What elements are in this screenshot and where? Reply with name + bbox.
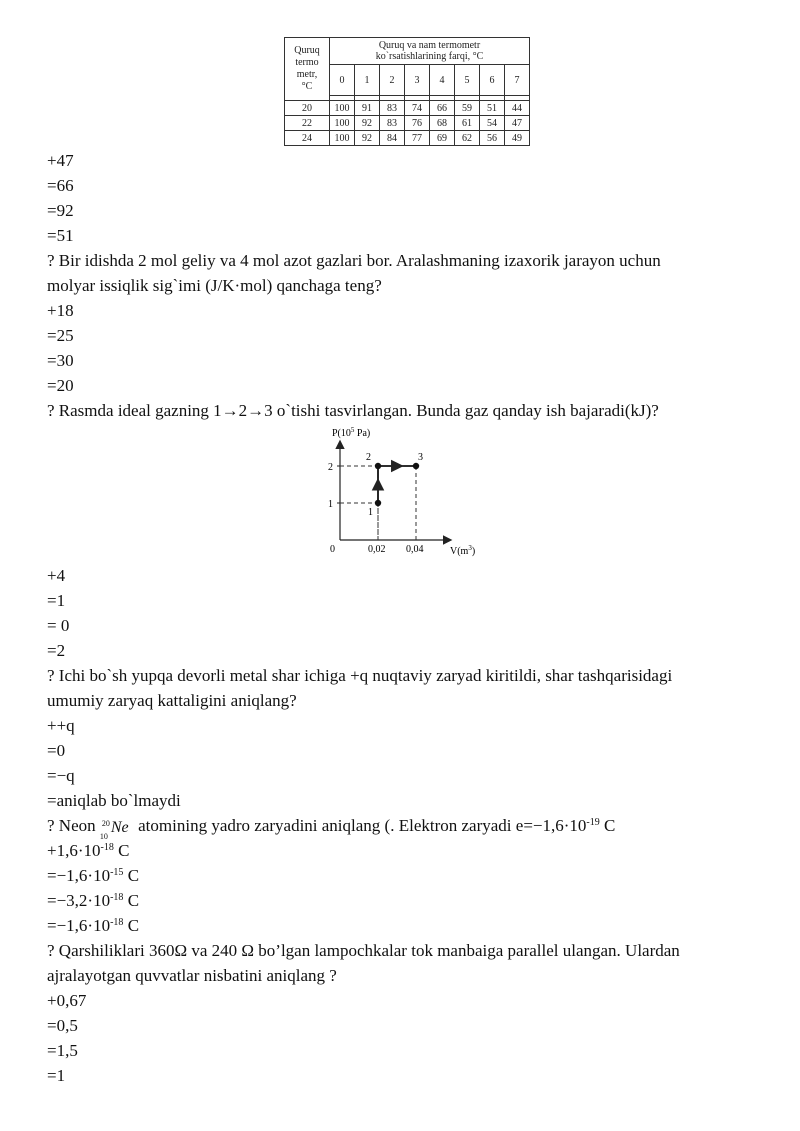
table-cell: 100	[330, 116, 355, 131]
atomic-number: 10	[99, 832, 108, 841]
pv-diagram-svg	[310, 422, 500, 562]
table-cell: 61	[455, 116, 480, 131]
column-header: 5	[455, 65, 480, 96]
table-cell: 76	[405, 116, 430, 131]
question-text: ? Bir idishda 2 mol geliy va 4 mol azot gazlari bor. Aralashmaning izaxorik jarayon uchun	[47, 251, 661, 270]
question-suffix: atomining yadro zaryadini aniqlang (. Elektron zaryadi e=−1,6·10	[133, 816, 587, 835]
answer-option: =66	[47, 176, 74, 195]
table-cell: 47	[505, 116, 530, 131]
state-point	[375, 500, 381, 506]
corner-line: metr,	[296, 69, 318, 80]
x-axis-label: $V(m^3)$	[450, 544, 476, 557]
state-point-label: 3	[418, 452, 423, 463]
x-tick-label: 0,02	[368, 544, 386, 555]
table-cell: 54	[480, 116, 505, 131]
y-tick-label: 2	[328, 462, 333, 473]
answer-option: =1	[47, 591, 66, 610]
table-cell: 44	[505, 101, 530, 116]
element-symbol: Ne	[110, 819, 129, 836]
corner-line: Quruq	[294, 45, 320, 56]
table-cell: 84	[380, 131, 405, 146]
tick-labels	[328, 462, 424, 555]
answer-option: =30	[47, 351, 74, 370]
answer-option: =0	[47, 741, 66, 760]
table-row	[285, 131, 530, 146]
text-block-bottom	[47, 563, 767, 1088]
question-text: molyar issiqlik sig`imi (J/K·mol) qanchaga teng?	[47, 276, 382, 295]
state-points	[366, 452, 423, 518]
table-cell: 77	[405, 131, 430, 146]
corner-line: °C	[301, 81, 313, 92]
exponent: -15	[110, 867, 124, 878]
table-row	[285, 101, 530, 116]
answer-option: =51	[47, 226, 74, 245]
answer-option: =92	[47, 201, 74, 220]
answer-option: $=-3,2\cdot 10^{-18}$ C	[47, 891, 140, 910]
answer-option: +4	[47, 566, 66, 585]
answer-option: =1	[47, 1066, 66, 1085]
mass-number: 20	[101, 819, 110, 828]
table-cell: 92	[355, 131, 380, 146]
table-cell: 100	[330, 131, 355, 146]
column-header: 4	[430, 65, 455, 96]
exponent: -18	[100, 842, 114, 853]
column-header: 7	[505, 65, 530, 96]
answer-option: =2	[47, 641, 66, 660]
exponent: -18	[110, 892, 124, 903]
exponent: -19	[586, 817, 600, 828]
psychrometric-table	[284, 37, 530, 146]
state-point-label: 2	[366, 452, 371, 463]
group-header-top: Quruq va nam termometr	[378, 40, 481, 51]
y-axis-label: $P(10^5$ Pa)	[332, 426, 371, 439]
row-temp: 20	[285, 101, 330, 116]
unit: C	[599, 816, 616, 835]
table-row	[285, 116, 530, 131]
answer-option: =1,5	[47, 1041, 78, 1060]
question-text: ? Rasmda ideal gazning 1→2→3 o`tishi tasvirlangan. Bunda gaz qanday ish bajaradi(kJ)?	[47, 401, 659, 420]
table-cell: 51	[480, 101, 505, 116]
column-header: 0	[330, 65, 355, 96]
column-header: 6	[480, 65, 505, 96]
process-lines	[378, 466, 416, 503]
answer-option: $=-1,6\cdot 10^{-15}$ C	[47, 866, 140, 885]
table-cell: 91	[355, 101, 380, 116]
x-tick-label: 0,04	[406, 544, 424, 555]
state-point	[375, 463, 381, 469]
text-block-top	[47, 148, 767, 423]
state-point	[413, 463, 419, 469]
table-cell: 62	[455, 131, 480, 146]
answer-option: = 0	[47, 616, 70, 635]
column-header: 3	[405, 65, 430, 96]
table-cell: 74	[405, 101, 430, 116]
question-text: umumiy zaryaq kattaligini aniqlang?	[47, 691, 297, 710]
y-tick-label: 1	[328, 499, 333, 510]
table-cell: 68	[430, 116, 455, 131]
psychrometric-table-container	[284, 37, 530, 146]
corner-line: termo	[295, 57, 319, 68]
answer-option: =20	[47, 376, 74, 395]
answer-option: $+1,6\cdot 10^{-18}$ C	[47, 841, 130, 860]
origin-label: 0	[330, 544, 335, 555]
question-text: ? Ichi bo`sh yupqa devorli metal shar ichiga +q nuqtaviy zaryad kiritildi, shar tashqarisidagi	[47, 666, 673, 685]
table-group-header	[330, 38, 530, 65]
question-text: ? Qarshiliklari 360Ω va 240 Ω bo’lgan lampochkalar tok manbaiga parallel ulangan. Ulardan	[47, 941, 680, 960]
answer-option: =aniqlab bo`lmaydi	[47, 791, 181, 810]
table-cell: 83	[380, 116, 405, 131]
table-cell: 56	[480, 131, 505, 146]
answer-option: +47	[47, 151, 74, 170]
table-cell: 83	[380, 101, 405, 116]
row-temp: 22	[285, 116, 330, 131]
question-text: ajralayotgan quvvatlar nisbatini aniqlang ?	[47, 966, 337, 985]
question-text	[47, 813, 767, 841]
answer-option: =25	[47, 326, 74, 345]
question-prefix: ? Neon	[47, 816, 96, 835]
table-cell: 92	[355, 116, 380, 131]
table-corner-header	[285, 38, 330, 101]
pv-diagram	[310, 422, 500, 567]
answer-option: ++q	[47, 716, 75, 735]
table-cell: 100	[330, 101, 355, 116]
answer-option: =0,5	[47, 1016, 78, 1035]
table-cell: 59	[455, 101, 480, 116]
answer-option: $=-1,6\cdot 10^{-18}$ C	[47, 916, 140, 935]
column-header: 2	[380, 65, 405, 96]
answer-option: =−q	[47, 766, 75, 785]
table-cell: 69	[430, 131, 455, 146]
table-cell: 49	[505, 131, 530, 146]
row-temp: 24	[285, 131, 330, 146]
state-point-label: 1	[368, 507, 373, 518]
group-header-bottom: ko`rsatishlarining farqi, °C	[375, 51, 484, 62]
answer-option: +0,67	[47, 991, 87, 1010]
column-header: 1	[355, 65, 380, 96]
answer-option: +18	[47, 301, 74, 320]
table-cell: 66	[430, 101, 455, 116]
neon-nuclide-symbol	[99, 815, 134, 841]
exponent: -18	[110, 917, 124, 928]
